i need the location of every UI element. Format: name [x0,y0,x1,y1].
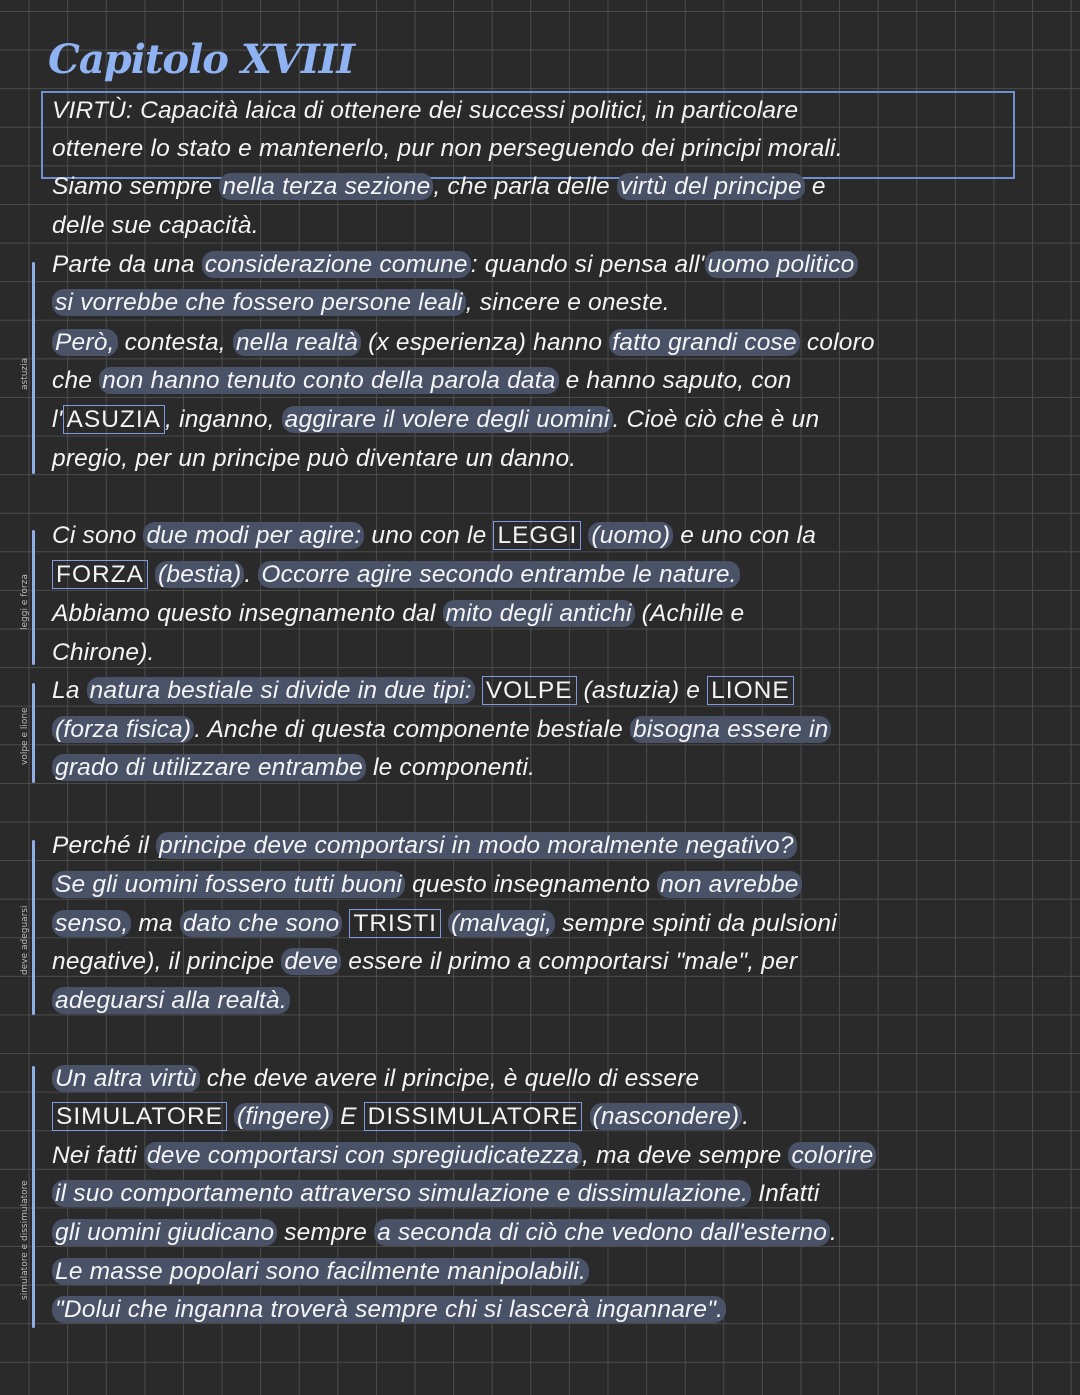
highlighted-text: "Dolui che inganna troverà sempre chi si lascerà ingannare". [52,1296,726,1323]
highlighted-text: uomo politico [705,251,858,278]
text-line [52,1142,876,1170]
highlighted-text: non avrebbe [657,871,801,898]
text-segment: contesta, [117,329,233,356]
highlighted-text: (malvagi, [448,910,555,937]
text-line [52,600,744,628]
text-segment: l' [52,406,63,433]
boxed-keyword: FORZA [52,560,148,589]
text-line [52,367,791,395]
text-segment [148,561,155,588]
text-segment: che [52,367,100,394]
boxed-keyword: SIMULATORE [52,1102,227,1131]
highlighted-text: due modi per agire: [143,522,364,549]
text-line [52,639,155,667]
text-segment: Chirone). [52,639,155,666]
margin-bar [32,1066,35,1328]
text-segment: (Achille e [634,600,745,627]
highlighted-text: deve comportarsi con spregiudicatezza [144,1142,582,1169]
highlighted-text: (forza fisica) [52,716,194,743]
text-segment: (x esperienza) hanno [361,329,610,356]
highlighted-text: (nascondere) [590,1103,743,1130]
text-segment: e [804,173,826,200]
margin-label: volpe e lione [20,707,30,765]
highlighted-text: (fingere) [234,1103,333,1130]
text-segment: , che parla delle [433,173,617,200]
text-segment: . Anche di questa componente bestiale [194,716,630,743]
text-line [52,716,831,744]
text-segment: : quando si pensa all' [470,251,705,278]
text-line [52,173,826,201]
text-segment: , ma deve sempre [582,1142,789,1169]
text-segment: delle sue capacità. [52,212,259,239]
highlighted-text: a seconda di ciò che vedono dall'esterno [374,1219,830,1246]
text-segment: Ci sono [52,522,144,549]
highlighted-text: virtù del principe [617,173,805,200]
text-segment [227,1103,234,1130]
text-segment: questo insegnamento [405,871,658,898]
highlighted-text: Se gli uomini fossero tutti buoni [52,871,405,898]
boxed-keyword: DISSIMULATORE [364,1102,583,1131]
text-segment: ma [131,910,180,937]
text-segment: . [742,1103,750,1130]
text-line [52,987,290,1015]
text-segment: Perché il [52,832,157,859]
text-segment: (astuzia) e [576,677,708,704]
text-line [52,677,794,705]
text-segment: Abbiamo questo insegnamento dal [52,600,443,627]
text-segment: ottenere lo stato e mantenerlo, pur non perseguendo dei principi morali. [52,135,843,162]
highlighted-text: (uomo) [588,522,673,549]
highlighted-text: Un altra virtù [52,1065,200,1092]
text-line [52,1065,699,1093]
text-segment: . Cioè ciò che è un [612,406,820,433]
text-segment: negative), il principe [52,948,282,975]
margin-bar [32,262,35,474]
highlighted-text: bisogna essere in [630,716,831,743]
margin-label: simulatore e dissimulatore [20,1180,30,1300]
text-line [52,871,802,899]
text-line [52,251,858,279]
highlighted-text: si vorrebbe che fossero persone leali [52,289,466,316]
text-line [52,561,740,589]
text-line [52,522,816,550]
highlighted-text: non hanno tenuto conto della parola data [99,367,558,394]
text-segment: VIRTÙ: Capacità laica di ottenere dei successi politici, in particolare [52,97,799,124]
text-segment: . [244,561,259,588]
text-segment: e uno con la [673,522,817,549]
highlighted-text: gli uomini giudicano [52,1219,277,1246]
text-line [52,1258,589,1286]
text-line [52,948,797,976]
text-segment: coloro [799,329,875,356]
boxed-keyword: VOLPE [482,676,577,705]
text-segment: Siamo sempre [52,173,220,200]
highlighted-text: nella terza sezione [219,173,433,200]
text-segment [475,677,482,704]
highlighted-text: dato che sono [180,910,343,937]
text-line [52,212,259,240]
text-segment: pregio, per un principe può diventare un danno. [52,445,577,472]
boxed-keyword: ASUZIA [63,405,166,434]
highlighted-text: Però, [52,329,118,356]
text-segment: Nei fatti [52,1142,144,1169]
text-line [52,329,875,357]
highlighted-text: Le masse popolari sono facilmente manipolabili. [52,1258,589,1285]
text-segment: , sincere e oneste. [465,289,670,316]
text-line [52,1219,837,1247]
text-line [52,135,843,163]
highlighted-text: fatto grandi cose [609,329,800,356]
highlighted-text: aggirare il volere degli uomini [282,406,613,433]
text-segment: e hanno saputo, con [558,367,792,394]
boxed-keyword: TRISTI [349,909,441,938]
text-segment: sempre [277,1219,375,1246]
text-segment: uno con le [364,522,494,549]
text-segment: essere il primo a comportarsi "male", per [341,948,798,975]
text-segment: Infatti [751,1180,820,1207]
text-line [52,1296,726,1324]
margin-label: deve adeguarsi [20,905,30,975]
text-line [52,754,535,782]
highlighted-text: colorire [788,1142,876,1169]
text-segment [441,910,448,937]
text-line [52,445,576,473]
page-title: Capitolo XVIII [48,36,355,83]
margin-bar [32,840,35,1015]
text-line [52,97,798,125]
highlighted-text: Occorre agire secondo entrambe le nature. [258,561,739,588]
text-line [52,910,837,938]
highlighted-text: deve [281,948,341,975]
text-segment: La [52,677,87,704]
highlighted-text: natura bestiale si divide in due tipi: [87,677,475,704]
highlighted-text: (bestia) [155,561,244,588]
text-segment: le componenti. [365,754,536,781]
boxed-keyword: LIONE [707,676,794,705]
text-line [52,406,819,434]
text-segment: Parte da una [52,251,202,278]
text-line [52,832,797,860]
boxed-keyword: LEGGI [493,521,581,550]
highlighted-text: principe deve comportarsi in modo moralmente negativo? [156,832,797,859]
text-segment: che deve avere il principe, è quello di essere [199,1065,700,1092]
text-line [52,1180,819,1208]
margin-bar [32,530,35,665]
highlighted-text: nella realtà [233,329,361,356]
margin-label: leggi e forza [20,574,30,630]
text-segment: sempre spinti da pulsioni [555,910,837,937]
text-segment: , inganno, [165,406,282,433]
margin-bar [32,683,35,783]
text-line [52,1103,749,1131]
text-segment: . [830,1219,838,1246]
highlighted-text: senso, [52,910,131,937]
highlighted-text: grado di utilizzare entrambe [52,754,366,781]
highlighted-text: il suo comportamento attraverso simulazione e dissimulazione. [52,1180,751,1207]
text-segment: E [333,1103,364,1130]
text-line [52,289,670,317]
highlighted-text: adeguarsi alla realtà. [52,987,290,1014]
highlighted-text: considerazione comune [202,251,471,278]
margin-label: astuzia [20,357,30,390]
highlighted-text: mito degli antichi [443,600,635,627]
text-segment [582,1103,589,1130]
